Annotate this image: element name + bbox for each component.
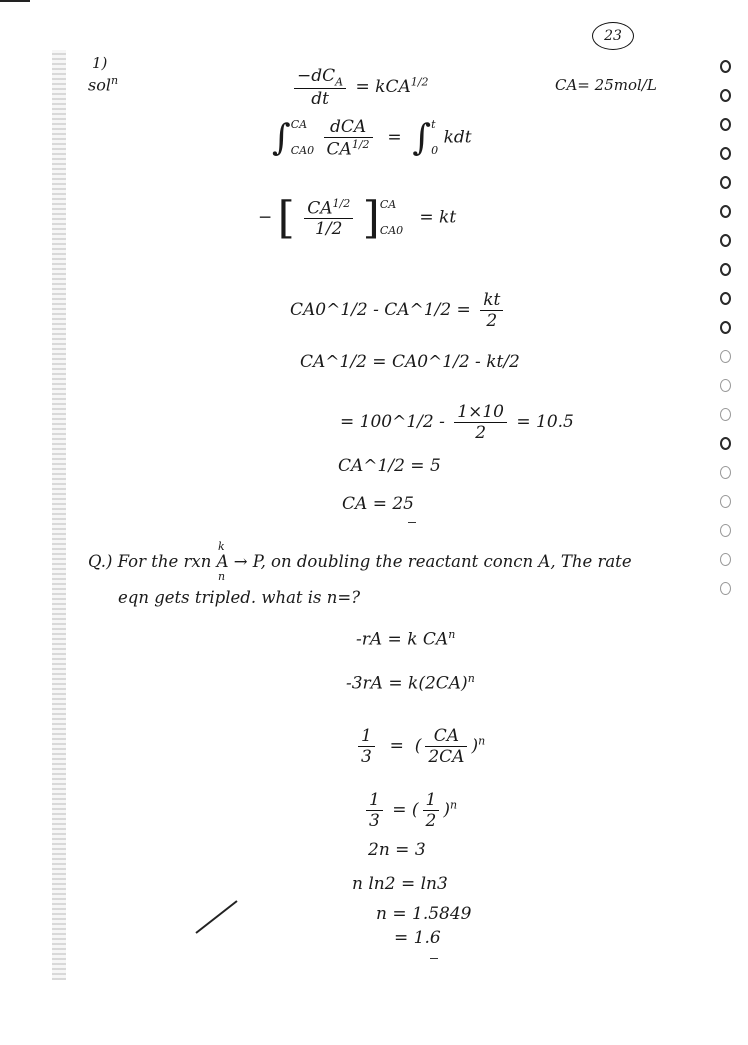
- corner-mark: [0, 0, 30, 2]
- binder-hole: [720, 89, 731, 102]
- step-six: = 100^1/2 - $\frac{1\times 10}{2}$ = 10.5: [340, 402, 574, 443]
- step-seven: CA^1/2 = 5: [338, 456, 441, 476]
- binder-hole: [720, 234, 731, 247]
- question-eq-8: = 1.6: [394, 928, 441, 948]
- arrow-top-label: k: [218, 540, 225, 553]
- binder-hole: [720, 205, 731, 218]
- binder-hole: [720, 292, 731, 305]
- question-line-1: Q.) For the rxn A → P, on doubling the reactant concn A, The rate: [88, 552, 632, 571]
- question-eq-2: $-3rA = k(2CA)^n$: [346, 672, 475, 694]
- step-five: CA^1/2 = CA0^1/2 - kt/2: [300, 352, 520, 372]
- binder-hole: [720, 379, 731, 392]
- page-number: 23: [592, 22, 634, 50]
- binder-hole: [720, 147, 731, 160]
- rate-equation: $\frac{-dC_A}{dt}$ = kCA$^{1/2}$: [290, 66, 428, 109]
- step-four: CA0^1/2 - CA^1/2 = $\frac{kt}{2}$: [290, 290, 507, 331]
- arrow-bottom-label: n: [218, 570, 226, 583]
- binder-hole: [720, 408, 731, 421]
- question-line-2: eqn gets tripled. what is n=?: [118, 588, 361, 607]
- integrated-form: − [ $\frac{CA^{1/2}}{1/2}$ ]CA CA0 = kt: [258, 192, 457, 244]
- binder-hole: [720, 350, 731, 363]
- final-underline: [430, 948, 438, 968]
- question-eq-7: n = 1.5849: [376, 904, 472, 924]
- binder-hole: [720, 176, 731, 189]
- question-eq-5: 2n = 3: [368, 840, 426, 860]
- binder-hole: [720, 582, 731, 595]
- binder-hole: [720, 466, 731, 479]
- left-margin-strip: [52, 50, 66, 980]
- question-eq-6: n ln2 = ln3: [352, 874, 448, 894]
- binder-holes: [712, 60, 742, 611]
- step-eight: CA = 25: [342, 494, 414, 514]
- binder-hole: [720, 118, 731, 131]
- given-value: CA= 25mol/L: [555, 76, 657, 94]
- question-eq-1: -rA = k $CA^n$: [356, 628, 456, 650]
- question-eq-4: $\frac{1}{3}$ = ( $\frac{1}{2}$ )$^n$: [362, 790, 457, 831]
- pen-stroke: [195, 900, 237, 934]
- solution-number: 1): [92, 54, 108, 72]
- solution-label: sol$^n$: [88, 74, 119, 95]
- binder-hole: [720, 553, 731, 566]
- binder-hole: [720, 437, 731, 450]
- underline-mark: [408, 512, 416, 532]
- binder-hole: [720, 60, 731, 73]
- binder-hole: [720, 263, 731, 276]
- binder-hole: [720, 524, 731, 537]
- binder-hole: [720, 495, 731, 508]
- integral-equation: ∫CA CA0 $\frac{\text{dCA}}{CA^{1/2}}$ = ∫t 0 kdt: [272, 116, 472, 160]
- binder-hole: [720, 321, 731, 334]
- question-eq-3: $\frac{1}{3}$ = ( $\frac{CA}{2CA}$ )$^n$: [354, 726, 485, 767]
